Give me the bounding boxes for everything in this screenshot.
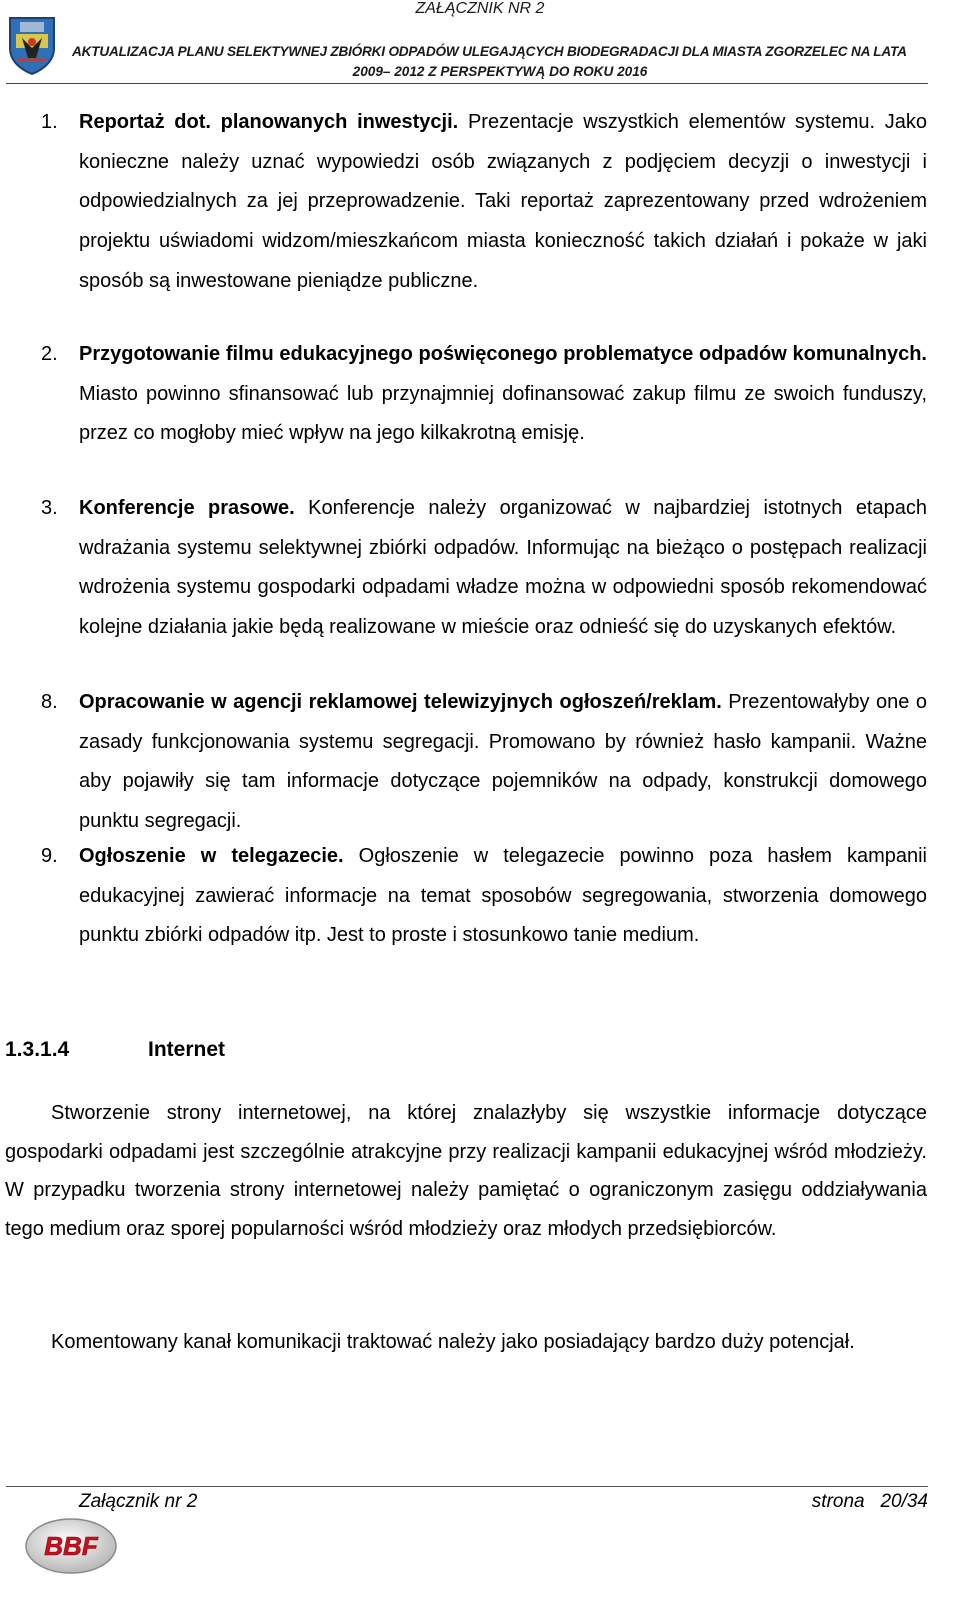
page-number: strona 20/34 (811, 1491, 928, 1512)
document-title: AKTUALIZACJA PLANU SELEKTYWNEJ ZBIÓRKI ODPADÓW ULEGAJĄCYCH BIODEGRADACJI DLA MIASTA ZGORZELEC NA LATA (72, 44, 907, 59)
list-item-body (79, 837, 927, 956)
list-item-heading: Konferencje prasowe. (79, 497, 295, 519)
list-item-heading: Przygotowanie filmu edukacyjnego poświęconego problematyce odpadów komunalnych. (79, 343, 927, 365)
list-item-heading: Opracowanie w agencji reklamowej telewizyjnych ogłoszeń/reklam. (79, 691, 722, 713)
list-item-text: Ogłoszenie w telegazecie powinno poza hasłem kampanii edukacyjnej zawierać informacje na temat sposobów segregowania, stworzenia domowego punktu zbiórki odpadów itp. Jest to proste i stosunkowo tanie medium. (79, 845, 927, 947)
body-paragraph: Stworzenie strony internetowej, na której znalazłyby się wszystkie informacje dotyczące gospodarki odpadami jest szczególnie atrakcyjne przy realizacji kampanii edukacyjnej wśród młodzieży. W przypadku tworzenia strony internetowej należy pamiętać o ograniczonym zasięgu oddziaływania tego medium oraz sporej popularności wśród młodzieży oraz młodych przedsiębiorców. (5, 1102, 927, 1241)
list-item-heading: Ogłoszenie w telegazecie. (79, 845, 344, 867)
annex-label: ZAŁĄCZNIK NR 2 (415, 0, 545, 17)
section-heading (5, 1030, 225, 1069)
footer-annex-label: Załącznik nr 2 (79, 1491, 198, 1512)
list-item-text: Miasto powinno sfinansować lub przynajmniej dofinansować zakup filmu ze swoich funduszy, przez co mogłoby mieć wpływ na jego kilkakrotną emisję. (79, 382, 927, 445)
list-item-heading: Reportaż dot. planowanych inwestycji. (79, 111, 459, 133)
city-crest-icon (6, 14, 58, 76)
page-header (0, 0, 960, 84)
bbf-logo-text: BBF (44, 1531, 98, 1561)
document-subtitle: 2009– 2012 Z PERSPEKTYWĄ DO ROKU 2016 (352, 64, 648, 79)
section-title: Internet (148, 1038, 226, 1061)
list-item-body (79, 103, 927, 302)
body-paragraph: Komentowany kanał komunikacji traktować należy jako posiadający bardzo duży potencjał. (51, 1331, 855, 1353)
list-item-number: 3. (41, 497, 58, 519)
list-item-text: Prezentacje wszystkich elementów systemu. Jako konieczne należy uznać wypowiedzi osób związanych z podjęciem decyzji o inwestycji i odpowiedzialnych za jej przeprowadzenie. Taki reportaż zaprezentowany przed wdrożeniem projektu uświadomi widzom/mieszkańcom miasta konieczność takich działań i pokaże w jaki sposób są inwestowane pieniądze publiczne. (79, 111, 928, 292)
header-divider (6, 83, 928, 84)
section-number: 1.3.1.4 (5, 1038, 70, 1061)
list-item-number: 2. (41, 343, 58, 365)
bbf-logo (24, 1517, 118, 1575)
list-item-body (79, 335, 927, 454)
list-item-body (79, 683, 927, 842)
list-item-text: Prezentowałyby one o zasady funkcjonowania systemu segregacji. Promowano by również hasło kampanii. Ważne aby pojawiły się tam informacje dotyczące pojemników na odpady, konstrukcji domowego punktu segregacji. (79, 691, 928, 833)
list-item-number: 9. (41, 845, 58, 867)
footer-divider (6, 1486, 928, 1487)
list-item-body (79, 489, 927, 648)
list-item-number: 8. (41, 691, 58, 713)
list-item-number: 1. (41, 111, 58, 133)
list-item-text: Konferencje należy organizować w najbardziej istotnych etapach wdrażania systemu selektywnej zbiórki odpadów. Informując na bieżąco o postępach realizacji wdrożenia systemu gospodarki odpadami władze można w odpowiedni sposób rekomendować kolejne działania jakie będą realizowane w mieście oraz odnieść się do uzyskanych efektów. (79, 497, 927, 639)
